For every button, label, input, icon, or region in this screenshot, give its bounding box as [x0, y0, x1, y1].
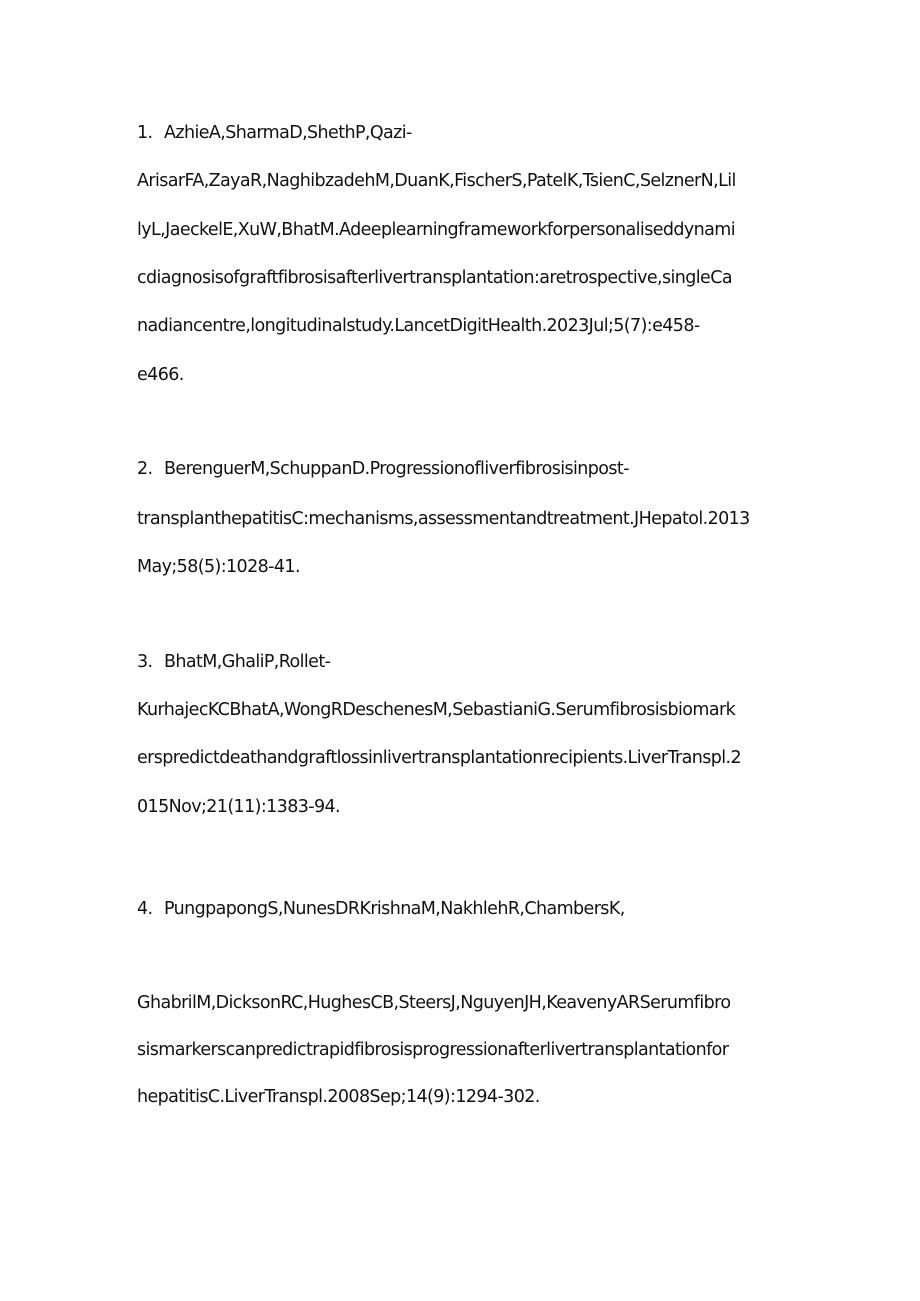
reference-number: 3. — [137, 652, 153, 672]
reference-line: ArisarFA,ZayaR,NaghibzadehM,DuanK,FischerS,PatelK,TsienC,SelznerN,Lil — [137, 171, 736, 191]
reference-line: lyL,JaeckelE,XuW,BhatM.Adeeplearningframeworkforpersonaliseddynami — [137, 220, 735, 240]
reference-number: 4. — [137, 899, 153, 919]
reference-line: hepatitisC.LiverTranspl.2008Sep;14(9):1294-302. — [137, 1087, 540, 1107]
reference-line: 015Nov;21(11):1383-94. — [137, 797, 341, 817]
reference-line: cdiagnosisofgraftfibrosisafterlivertransplantation:aretrospective,singleCa — [137, 268, 732, 288]
reference-line: 4. PungpapongS,NunesDRKrishnaM,NakhlehR,ChambersK, — [137, 899, 625, 919]
reference-line: 3. BhatM,GhaliP,Rollet- — [137, 652, 331, 672]
reference-line: erspredictdeathandgraftlossinlivertransplantationrecipients.LiverTranspl.2 — [137, 748, 741, 768]
reference-line: 1. AzhieA,SharmaD,ShethP,Qazi- — [137, 123, 412, 143]
reference-number: 2. — [137, 459, 153, 479]
reference-line: sismarkerscanpredictrapidfibrosisprogressionafterlivertransplantationfor — [137, 1040, 729, 1060]
reference-line: e466. — [137, 365, 184, 385]
reference-line: transplanthepatitisC:mechanisms,assessmentandtreatment.JHepatol.2013 — [137, 509, 750, 529]
reference-line: GhabrilM,DicksonRC,HughesCB,SteersJ,NguyenJH,KeavenyARSerumfibro — [137, 993, 731, 1013]
reference-line: May;58(5):1028-41. — [137, 557, 300, 577]
reference-line: KurhajecKCBhatA,WongRDeschenesM,SebastianiG.Serumfibrosisbiomark — [137, 700, 736, 720]
reference-number: 1. — [137, 123, 153, 143]
reference-line: 2. BerenguerM,SchuppanD.Progressionofliverfibrosisinpost- — [137, 459, 629, 479]
reference-line: nadiancentre,longitudinalstudy.LancetDigitHealth.2023Jul;5(7):e458- — [137, 316, 700, 336]
